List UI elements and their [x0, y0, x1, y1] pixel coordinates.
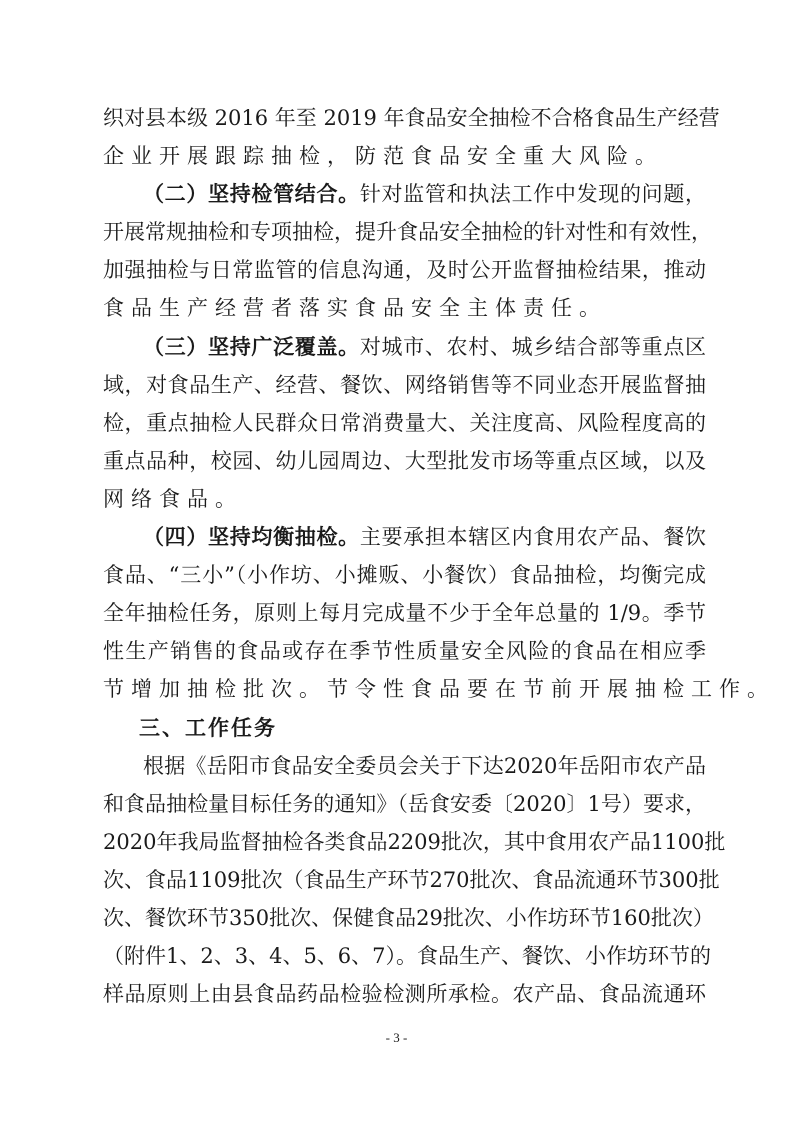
text-line: 对城市、农村、城乡结合部等重点区 [359, 334, 707, 359]
document-body [103, 99, 775, 1013]
chapter-heading: 三、工作任务 [139, 715, 277, 740]
text-line: 食品、“三小”（小作坊、小摊贩、小餐饮）食品抽检，均衡完成 [103, 563, 706, 588]
text-line: 次、餐饮环节350批次、保健食品29批次、小作坊环节160批次） [103, 905, 714, 930]
text-line: 根据《岳阳市食品安全委员会关于下达2020年岳阳市农产品 [143, 753, 706, 778]
text-line: 重点品种，校园、幼儿园周边、大型批发市场等重点区域，以及 [103, 448, 706, 473]
text-line: 2020年我局监督抽检各类食品2209批次，其中食用农产品1100批 [103, 829, 726, 854]
section-paragraph-start [103, 175, 706, 213]
text-line: 次、食品1109批次（食品生产环节270批次、食品流通环节300批 [103, 867, 720, 892]
text-line: 开展常规抽检和专项抽检，提升食品安全抽检的针对性和有效性， [103, 220, 712, 245]
text-line: 和食品抽检量目标任务的通知》（岳食安委〔2020〕1号）要求， [103, 791, 706, 816]
section-paragraph-start [103, 328, 706, 366]
section-heading: （三）坚持广泛覆盖。 [143, 333, 360, 359]
text-line: 网络食品。 [103, 486, 243, 511]
text-line: 全年抽检任务，原则上每月完成量不少于全年总量的 1/9。季节 [103, 601, 706, 626]
section-heading: （四）坚持均衡抽检。 [143, 524, 360, 550]
section-heading: （二）坚持检管结合。 [143, 181, 360, 207]
text-line: 企业开展跟踪抽检，防范食品安全重大风险。 [103, 144, 663, 169]
text-line: 食品生产经营者落实食品安全主体责任。 [103, 296, 607, 321]
text-line: 织对县本级 2016 年至 2019 年食品安全抽检不合格食品生产经营 [103, 106, 720, 130]
text-line: 节增加抽检批次。节令性食品要在节前开展抽检工作。 [103, 677, 775, 702]
page-number: - 3 - [385, 1030, 408, 1045]
text-line: 样品原则上由县食品药品检验检测所承检。农产品、食品流通环 [103, 982, 706, 1007]
text-line: 域，对食品生产、经营、餐饮、网络销售等不同业态开展监督抽 [103, 372, 706, 397]
text-line: （附件1、2、3、4、5、6、7）。食品生产、餐饮、小作坊环节的 [103, 944, 712, 969]
text-line: 针对监管和执法工作中发现的问题， [359, 182, 707, 207]
text-line: 性生产销售的食品或存在季节性质量安全风险的食品在相应季 [103, 639, 706, 664]
text-line: 主要承担本辖区内食用农产品、餐饮 [359, 525, 707, 550]
text-line: 检，重点抽检人民群众日常消费量大、关注度高、风险程度高的 [103, 410, 706, 435]
text-line: 加强抽检与日常监管的信息沟通，及时公开监督抽检结果，推动 [103, 258, 706, 283]
section-paragraph-start [103, 518, 706, 556]
